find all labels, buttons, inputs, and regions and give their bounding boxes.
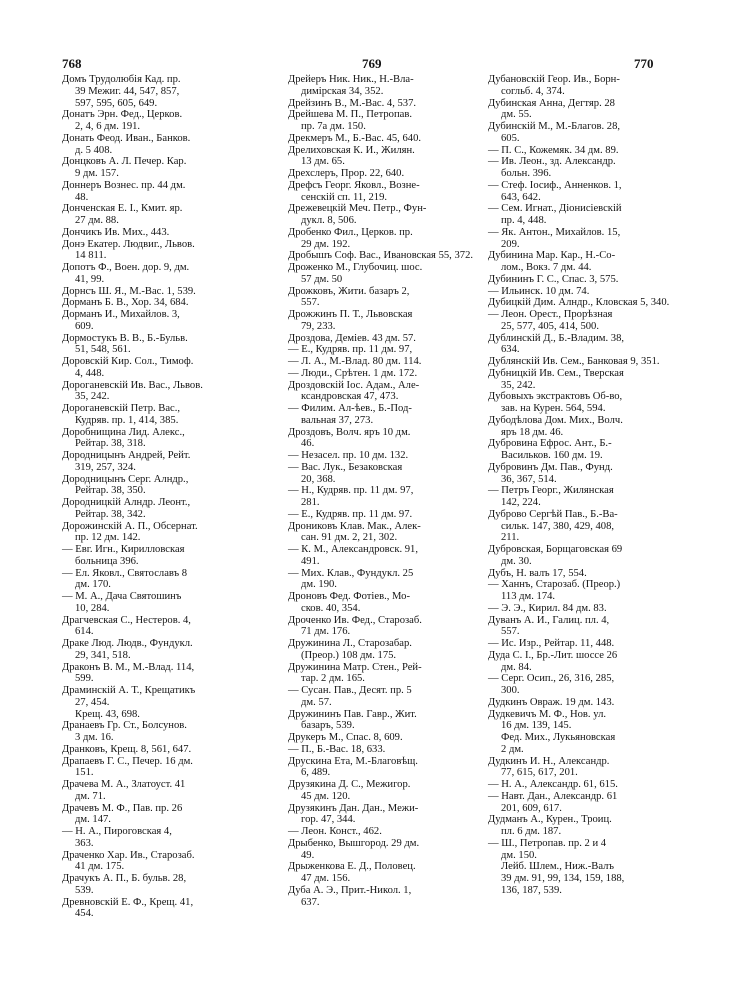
directory-line: Дудкинъ И. Н., Александр. xyxy=(488,755,610,767)
directory-line: — К. М., Александровск. 91, xyxy=(288,544,419,555)
directory-line: Кудряв. пр. 1, 414, 385. xyxy=(75,414,179,426)
directory-line: Дробышъ Соф. Вас., Ивановская 55, 372. xyxy=(288,250,474,262)
directory-line: Дороганевскій Ив. Вас., Львов. xyxy=(62,379,203,391)
directory-line: Дорманъ И., Михайлов. 3, xyxy=(62,309,180,320)
directory-line: Дрыбенко, Вышгород. 29 дм. xyxy=(288,837,420,849)
directory-line: — Люди., Срѣтен. 1 дм. 172. xyxy=(288,367,418,379)
directory-line: Дружининъ Пав. Гавр., Жит. xyxy=(288,708,417,720)
directory-line: пр. 12 дм. 142. xyxy=(75,532,141,544)
directory-line: Драгчевская С., Нестеров. 4, xyxy=(62,614,191,626)
directory-line: Дроздовскій Іос. Адам., Але- xyxy=(288,379,420,391)
directory-line: Дрекмеръ М., Б.-Вас. 45, 640. xyxy=(288,132,422,144)
directory-line: пр. 4, 448. xyxy=(501,215,547,226)
directory-line: 57 дм. 50 xyxy=(301,273,343,285)
directory-line: — Петръ Георг., Жилянская xyxy=(488,485,614,497)
directory-line: — Стеф. Іосиф., Анненков. 1, xyxy=(488,179,622,191)
directory-line: — Евг. Игн., Кирилловская xyxy=(62,544,185,555)
directory-line: — Н. А., Александр. 61, 615. xyxy=(488,779,618,790)
directory-line: 281. xyxy=(301,497,320,508)
directory-line: 29, 341, 518. xyxy=(75,649,131,661)
directory-line: 599. xyxy=(75,673,94,685)
directory-line: 491. xyxy=(301,555,320,567)
directory-line: дм. 55. xyxy=(501,109,532,121)
directory-line: Крещ. 43, 698. xyxy=(75,708,140,720)
directory-line: Васильков. 160 дм. 19. xyxy=(501,450,603,461)
directory-line: 45 дм. 120. xyxy=(301,790,351,802)
directory-line: 25, 577, 405, 414, 500. xyxy=(501,320,599,332)
directory-line: 51, 548, 561. xyxy=(75,344,131,356)
directory-line: Дуда С. І., Бр.-Лит. шоссе 26 xyxy=(488,649,618,661)
directory-line: 41, 99. xyxy=(75,273,105,285)
directory-line: больница 396. xyxy=(75,555,139,567)
directory-line: 36, 367, 514. xyxy=(501,473,557,485)
directory-line: Дубининъ Г. С., Спас. 3, 575. xyxy=(488,273,619,285)
directory-line: Рейтар. 38, 342. xyxy=(75,508,146,520)
directory-line: Лейб. Шлем., Ниж.-Валъ xyxy=(501,861,614,873)
directory-line: 539. xyxy=(75,884,94,896)
directory-line: — П. С., Кожемяк. 34 дм. 89. xyxy=(488,144,619,156)
directory-line: Драченко Хар. Ив., Старозаб. xyxy=(62,849,195,861)
directory-line: — Леон. Орест., Прорѣзная xyxy=(488,309,613,320)
directory-line: — Филим. Ал-ѣев., Б.-Под- xyxy=(288,403,412,414)
directory-line: д. 5 408. xyxy=(75,144,113,156)
directory-line: Дородницкій Алндр. Леонт., xyxy=(62,497,191,508)
directory-line: Дрехслеръ, Прор. 22, 640. xyxy=(288,168,405,179)
directory-line: — Н., Кудряв. пр. 11 дм. 97, xyxy=(288,485,414,497)
page-number-center: 769 xyxy=(362,56,382,71)
directory-line: Дубановскій Геор. Ив., Борн- xyxy=(488,74,620,85)
directory-line: Дорманъ Б. В., Хор. 34, 684. xyxy=(62,297,189,309)
directory-line: Донцковъ А. Л. Печер. Кар. xyxy=(62,156,187,168)
directory-line: Дубинскій М., М.-Благов. 28, xyxy=(488,121,621,132)
directory-line: сан. 91 дм. 2, 21, 302. xyxy=(301,532,398,544)
directory-line: Дубницкій Ив. Сем., Тверская xyxy=(488,367,624,379)
directory-line: Дроженко М., Глубочиц. шос. xyxy=(288,262,423,273)
directory-line: Дрефсъ Георг. Яковл., Возне- xyxy=(288,179,420,191)
directory-line: дм. 30. xyxy=(501,555,532,567)
directory-line: 16 дм. 139, 145. xyxy=(501,720,572,732)
directory-line: — Ханнъ, Старозаб. (Преор.) xyxy=(488,579,621,591)
directory-line: Дудкинъ Овраж. 19 дм. 143. xyxy=(488,696,615,708)
directory-line: сенскій сп. 11, 219. xyxy=(301,191,388,203)
directory-line: 634. xyxy=(501,344,520,356)
directory-line: Дрейшева М. П., Петропав. xyxy=(288,109,413,121)
directory-line: Дубинская Анна, Дегтяр. 28 xyxy=(488,97,615,109)
directory-line: 643, 642. xyxy=(501,191,541,203)
page-number-right: 770 xyxy=(634,56,654,71)
directory-line: дм. 170. xyxy=(75,579,111,591)
directory-line: Драке Люд. Людв., Фундукл. xyxy=(62,638,193,649)
directory-line: 71 дм. 176. xyxy=(301,626,351,638)
directory-line: Дороганевскій Петр. Вас., xyxy=(62,403,181,414)
directory-line: 77, 615, 617, 201. xyxy=(501,767,578,779)
directory-line: Доровскій Кир. Сол., Тимоф. xyxy=(62,356,194,367)
directory-column-2 xyxy=(288,74,480,908)
directory-line: 300. xyxy=(501,685,520,696)
directory-line: Дудкевичъ М. Ф., Нов. ул. xyxy=(488,708,606,720)
directory-line: — Сем. Игнат., Діонисіевскій xyxy=(488,203,622,215)
directory-line: Фед. Мих., Лукьяновская xyxy=(501,732,616,743)
directory-line: Дубъ, Н. валъ 17, 554. xyxy=(488,567,587,579)
directory-line: Дроновъ Фед. Фотіев., Мо- xyxy=(288,591,410,602)
directory-line: 29 дм. 192. xyxy=(301,238,351,250)
directory-line: Драминскій А. Т., Крещатикъ xyxy=(62,685,196,696)
directory-line: — Незасел. пр. 10 дм. 132. xyxy=(288,450,409,461)
directory-line: 136, 187, 539. xyxy=(501,884,562,896)
directory-line: Друскина Ета, М.-Благовѣщ. xyxy=(288,755,418,767)
directory-line: Драконъ В. М., М.-Влад. 114, xyxy=(62,661,195,673)
directory-line: Друзякина Д. С., Межигор. xyxy=(288,779,411,790)
directory-line: Дормостукъ В. В., Б.-Бульв. xyxy=(62,332,188,344)
directory-line: Дубровская, Борщаговская 69 xyxy=(488,544,623,555)
directory-line: 14 811. xyxy=(75,250,107,262)
directory-line: Дубицкій Дим. Алндр., Кловская 5, 340. xyxy=(488,297,670,309)
directory-line: Дрейзинъ В., М.-Вас. 4, 537. xyxy=(288,97,417,109)
directory-line: — Леон. Конст., 462. xyxy=(288,826,382,837)
directory-line: Дрелиховская К. И., Жилян. xyxy=(288,144,415,156)
directory-line: 614. xyxy=(75,626,94,638)
directory-column-3 xyxy=(488,74,688,897)
directory-line: 35, 242. xyxy=(501,379,536,391)
directory-line: 3 дм. 16. xyxy=(75,732,114,743)
directory-line: Дубинина Мар. Кар., Н.-Со- xyxy=(488,250,616,262)
directory-line: гор. 47, 344. xyxy=(301,814,356,826)
directory-line: Рейтар. 38, 318. xyxy=(75,438,146,450)
directory-line: Дрожковъ, Жити. базаръ 2, xyxy=(288,285,410,297)
directory-line: (Преор.) 108 дм. 175. xyxy=(301,649,397,661)
directory-line: Дрежевецкій Меч. Петр., Фун- xyxy=(288,203,427,215)
directory-line: — Ис. Изр., Рейтар. 11, 448. xyxy=(488,638,615,649)
directory-line: 4, 448. xyxy=(75,367,105,379)
directory-line: 48. xyxy=(75,191,89,203)
directory-line: дм. 147. xyxy=(75,814,111,826)
directory-line: Дуванъ А. И., Галиц. пл. 4, xyxy=(488,614,610,626)
directory-line: Дублинскій Д., Б.-Владим. 38, xyxy=(488,332,625,344)
directory-line: Дроздова, Деміев. 43 дм. 57. xyxy=(288,332,416,344)
directory-line: Древновскій Е. Ф., Крещ. 41, xyxy=(62,896,194,908)
directory-line: 113 дм. 174. xyxy=(501,591,556,602)
directory-line: димірская 34, 352. xyxy=(301,85,384,97)
directory-line: — Навт. Дан., Александр. 61 xyxy=(488,790,618,802)
directory-line: дм. 150. xyxy=(501,849,537,861)
directory-line: 209. xyxy=(501,238,520,250)
directory-line: 20, 368. xyxy=(301,473,336,485)
directory-line: 41 дм. 175. xyxy=(75,861,125,873)
directory-line: 319, 257, 324. xyxy=(75,461,136,473)
directory-line: дм. 71. xyxy=(75,790,106,802)
directory-line: 47 дм. 156. xyxy=(301,873,351,884)
directory-line: лом., Вокз. 7 дм. 44. xyxy=(501,262,592,273)
directory-line: сильк. 147, 380, 429, 408, xyxy=(501,520,615,532)
directory-line: — Л. А., М.-Влад. 80 дм. 114. xyxy=(288,356,422,367)
directory-line: пр. 7а дм. 150. xyxy=(301,121,366,132)
directory-line: зав. на Курен. 564, 594. xyxy=(501,403,606,414)
directory-line: 609. xyxy=(75,320,94,332)
directory-line: 2 дм. xyxy=(501,743,524,755)
directory-line: Друзякинъ Дан. Дан., Межи- xyxy=(288,802,419,814)
directory-line: 363. xyxy=(75,837,94,849)
directory-line: 79, 233. xyxy=(301,320,336,332)
directory-line: — Н. А., Пироговская 4, xyxy=(62,826,172,837)
directory-line: Дубодѣлова Дом. Мих., Волч. xyxy=(488,414,623,426)
directory-line: дукл. 8, 506. xyxy=(301,215,357,226)
directory-line: Дранковъ, Крещ. 8, 561, 647. xyxy=(62,743,192,755)
directory-line: Донченская Е. І., Кмит. яр. xyxy=(62,203,183,215)
directory-line: Дуброво Сергѣй Пав., Б.-Ва- xyxy=(488,508,618,520)
directory-line: Донать Феод. Иван., Банков. xyxy=(62,132,191,144)
directory-line: — Ел. Яковл., Святославъ 8 xyxy=(62,567,188,579)
directory-line: — Як. Антон., Михайлов. 15, xyxy=(488,226,621,238)
directory-line: дм. 190. xyxy=(301,579,337,591)
directory-line: Дубовыхъ экстрактовъ Об-во, xyxy=(488,391,623,403)
directory-line: Дружинина Л., Старозабар. xyxy=(288,638,412,649)
directory-line: Дробенко Фил., Церков. пр. xyxy=(288,226,413,238)
directory-line: Дубровина Ефрос. Ант., Б.- xyxy=(488,438,612,450)
directory-line: согльб. 4, 374. xyxy=(501,85,565,97)
directory-line: Дончикъ Ив. Мих., 443. xyxy=(62,226,170,238)
directory-line: тар. 2 дм. 165. xyxy=(301,673,365,685)
directory-line: дм. 57. xyxy=(301,696,332,708)
directory-line: 151. xyxy=(75,767,94,779)
directory-line: Дородницынъ Серг. Алндр., xyxy=(62,473,189,485)
directory-line: 27, 454. xyxy=(75,696,110,708)
directory-line: Дорожинскій А. П., Обсернат. xyxy=(62,520,198,532)
directory-line: 13 дм. 65. xyxy=(301,156,345,168)
directory-line: дм. 84. xyxy=(501,661,532,673)
directory-line: Дранаевъ Гр. Ст., Болсунов. xyxy=(62,720,187,732)
directory-line: — П., Б.-Вас. 18, 633. xyxy=(288,743,386,755)
directory-line: пл. 6 дм. 187. xyxy=(501,826,562,837)
directory-line: Дуба А. Э., Прит.-Никол. 1, xyxy=(288,884,412,896)
directory-line: — М. А., Дача Святошинъ xyxy=(62,591,182,602)
directory-line: 637. xyxy=(301,896,320,908)
directory-line: Дудманъ А., Курен., Троиц. xyxy=(488,814,612,826)
directory-line: Драпаевъ Г. С., Печер. 16 дм. xyxy=(62,755,193,767)
directory-line: Дублянскій Ив. Сем., Банковая 9, 351. xyxy=(488,356,660,367)
directory-line: — Э. Э., Кирил. 84 дм. 83. xyxy=(488,602,607,614)
directory-line: Доробнищина Лид. Алекс., xyxy=(62,426,185,438)
directory-line: Друкеръ М., Спас. 8, 609. xyxy=(288,732,403,743)
directory-line: — Сусан. Пав., Десят. пр. 5 xyxy=(288,685,412,696)
directory-line: Рейтар. 38, 350. xyxy=(75,485,146,497)
directory-line: 9 дм. 157. xyxy=(75,168,119,179)
directory-line: Донэ Екатер. Людвиг., Львов. xyxy=(62,238,195,250)
directory-line: 35, 242. xyxy=(75,391,110,403)
directory-line: Драчевъ М. Ф., Пав. пр. 26 xyxy=(62,802,183,814)
directory-line: Дородницынъ Андрей, Рейт. xyxy=(62,450,191,461)
directory-line: базаръ, 539. xyxy=(301,720,355,732)
directory-line: 6, 489. xyxy=(301,767,331,779)
directory-line: 557. xyxy=(501,626,520,638)
directory-line: сков. 40, 354. xyxy=(301,602,361,614)
directory-line: 46. xyxy=(301,438,315,450)
directory-line: 597, 595, 605, 649. xyxy=(75,97,158,109)
directory-line: 27 дм. 88. xyxy=(75,215,119,226)
directory-line: Донатъ Эрн. Фед., Церков. xyxy=(62,109,183,121)
directory-line: Дорнсъ Ш. Я., М.-Вас. 1, 539. xyxy=(62,285,196,297)
directory-line: — Вас. Лук., Безаковская xyxy=(288,461,403,473)
directory-line: 10, 284. xyxy=(75,602,110,614)
directory-line: Дубровинъ Дм. Пав., Фунд. xyxy=(488,461,613,473)
directory-column-1 xyxy=(62,74,274,920)
directory-line: — Ш., Петропав. пр. 2 и 4 xyxy=(488,837,607,849)
directory-line: 201, 609, 617. xyxy=(501,802,562,814)
directory-line: 49. xyxy=(301,849,315,861)
page-number-left: 768 xyxy=(62,56,82,71)
directory-line: Допотъ Ф., Воен. дор. 9, дм. xyxy=(62,262,190,273)
directory-line: 142, 224. xyxy=(501,497,541,508)
directory-line: Драчева М. А., Златоуст. 41 xyxy=(62,779,186,790)
directory-line: — Е., Кудряв. пр. 11 дм. 97. xyxy=(288,508,413,520)
directory-line: Доннеръ Вознес. пр. 44 дм. xyxy=(62,179,186,191)
directory-line: Дрониковъ Клав. Мак., Алек- xyxy=(288,520,421,532)
directory-line: яръ 18 дм. 46. xyxy=(501,426,564,438)
directory-line: Домъ Трудолюбія Кад. пр. xyxy=(62,74,181,85)
directory-line: — Серг. Осип., 26, 316, 285, xyxy=(488,673,615,685)
directory-line: 605. xyxy=(501,132,520,144)
directory-line: — Ив. Леон., зд. Александр. xyxy=(488,156,616,168)
directory-line: больн. 396. xyxy=(501,168,552,179)
directory-line: 39 Межиг. 44, 547, 857, xyxy=(75,85,180,97)
directory-line: ксандровская 47, 473. xyxy=(301,391,399,403)
directory-line: 557. xyxy=(301,297,320,309)
directory-line: Дрейеръ Ник. Ник., Н.-Вла- xyxy=(288,74,414,85)
directory-line: Дрыженкова Е. Д., Половец. xyxy=(288,861,416,873)
directory-line: — Е., Кудряв. пр. 11 дм. 97, xyxy=(288,344,413,356)
directory-line: вальная 37, 273. xyxy=(301,414,374,426)
directory-line: 454. xyxy=(75,908,94,920)
directory-line: 211. xyxy=(501,532,520,544)
directory-line: 39 дм. 91, 99, 134, 159, 188, xyxy=(501,873,625,884)
directory-line: — Мих. Клав., Фундукл. 25 xyxy=(288,567,414,579)
directory-line: Дружинина Матр. Стен., Рей- xyxy=(288,661,422,673)
directory-line: Дрожжинъ П. Т., Львовская xyxy=(288,309,413,320)
directory-line: 2, 4, 6 дм. 191. xyxy=(75,121,141,132)
directory-line: Драчукъ А. П., Б. бульв. 28, xyxy=(62,873,187,884)
directory-line: Дроздовъ, Волч. яръ 10 дм. xyxy=(288,426,411,438)
directory-line: — Ильинск. 10 дм. 74. xyxy=(488,285,590,297)
directory-line: Дроченко Ив. Фед., Старозаб. xyxy=(288,614,422,626)
